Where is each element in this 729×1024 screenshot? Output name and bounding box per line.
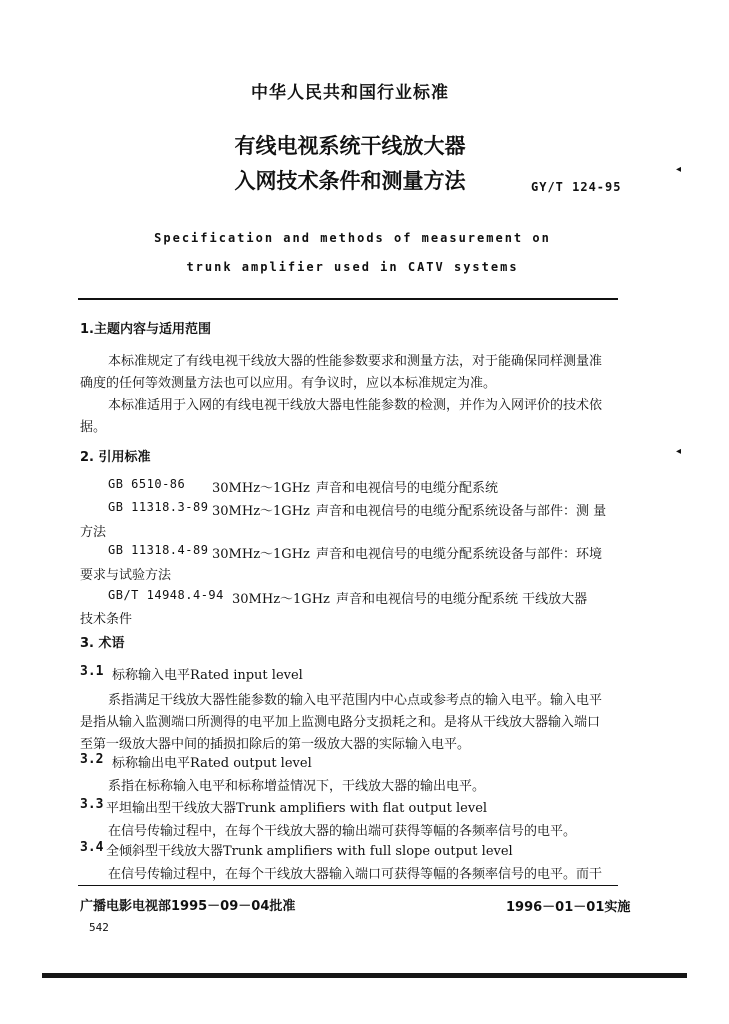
- term-body-line: 系指满足干线放大器性能参数的输入电平范围内中心点或参考点的输入电平。输入电平: [108, 693, 603, 708]
- term-number: 3.1: [80, 664, 104, 679]
- term-body-line: 在信号传输过程中，在每个干线放大器的输出端可获得等幅的各频率信号的电平。: [108, 824, 577, 839]
- reference-title: 声音和电视信号的电缆分配系统设备与部件：测 量: [316, 504, 607, 519]
- approval-date: 广播电影电视部1995－09－04批准: [80, 899, 296, 914]
- document-title-line-2: 入网技术条件和测量方法: [234, 169, 466, 193]
- term-body-line: 系指在标称输入电平和标称增益情况下，干线放大器的输出电平。: [108, 779, 486, 794]
- section-2-heading: 2. 引用标准: [80, 450, 151, 465]
- term-body-line: 是指从输入监测端口所测得的电平加上监测电路分支损耗之和。是将从干线放大器输入端口: [80, 715, 601, 730]
- effective-date: 1996－01－01实施: [506, 900, 631, 915]
- reference-continuation: 技术条件: [80, 612, 133, 627]
- term-body-line: 至第一级放大器中间的插损扣除后的第一级放大器的实际输入电平。: [80, 737, 471, 752]
- reference-range: 30MHz～1GHz: [212, 481, 310, 496]
- term-number: 3.2: [80, 752, 104, 767]
- term-title: 标称输入电平Rated input level: [112, 668, 303, 683]
- scan-edge-mark: ◂: [676, 446, 682, 457]
- section-1-line: 据。: [80, 420, 107, 435]
- reference-title: 声音和电视信号的电缆分配系统 干线放大器: [336, 592, 588, 607]
- english-title-line-2: trunk amplifier used in CATV systems: [186, 260, 519, 274]
- reference-range: 30MHz～1GHz: [212, 547, 310, 562]
- reference-range: 30MHz～1GHz: [212, 504, 310, 519]
- reference-continuation: 方法: [80, 525, 107, 540]
- header-divider: [78, 298, 618, 300]
- term-body-line: 在信号传输过程中，在每个干线放大器输入端口可获得等幅的各频率信号的电平。而干: [108, 867, 603, 882]
- term-title: 全倾斜型干线放大器Trunk amplifiers with full slope output level: [106, 844, 513, 859]
- reference-title: 声音和电视信号的电缆分配系统: [316, 481, 499, 496]
- reference-code: GB 11318.3-89: [108, 500, 209, 514]
- reference-code: GB/T 14948.4-94: [108, 588, 224, 602]
- section-3-heading: 3. 术语: [80, 636, 125, 651]
- reference-code: GB 11318.4-89: [108, 543, 209, 557]
- reference-continuation: 要求与试验方法: [80, 568, 172, 583]
- reference-range: 30MHz～1GHz: [232, 592, 330, 607]
- reference-code: GB 6510-86: [108, 477, 186, 491]
- document-title-line-1: 有线电视系统干线放大器: [234, 134, 466, 158]
- footer-divider: [78, 885, 618, 886]
- scan-edge-mark: ◂: [676, 164, 682, 175]
- term-number: 3.3: [80, 797, 104, 812]
- reference-title: 声音和电视信号的电缆分配系统设备与部件：环境: [316, 547, 603, 562]
- english-title-line-1: Specification and methods of measurement on: [154, 231, 551, 245]
- scan-border-bar: [42, 973, 687, 978]
- term-title: 平坦输出型干线放大器Trunk amplifiers with flat output level: [106, 801, 488, 816]
- term-number: 3.4: [80, 840, 104, 855]
- page-number: 542: [89, 921, 109, 934]
- issuing-body-header: 中华人民共和国行业标准: [251, 83, 449, 103]
- standard-code: GY/T 124-95: [531, 180, 622, 194]
- section-1-heading: 1.主题内容与适用范围: [80, 322, 211, 337]
- section-1-line: 本标准适用于入网的有线电视干线放大器电性能参数的检测，并作为入网评价的技术依: [108, 398, 603, 413]
- term-title: 标称输出电平Rated output level: [112, 756, 312, 771]
- section-1-line: 本标准规定了有线电视干线放大器的性能参数要求和测量方法，对于能确保同样测量准: [108, 354, 603, 369]
- section-1-line: 确度的任何等效测量方法也可以应用。有争议时，应以本标准规定为准。: [80, 376, 497, 391]
